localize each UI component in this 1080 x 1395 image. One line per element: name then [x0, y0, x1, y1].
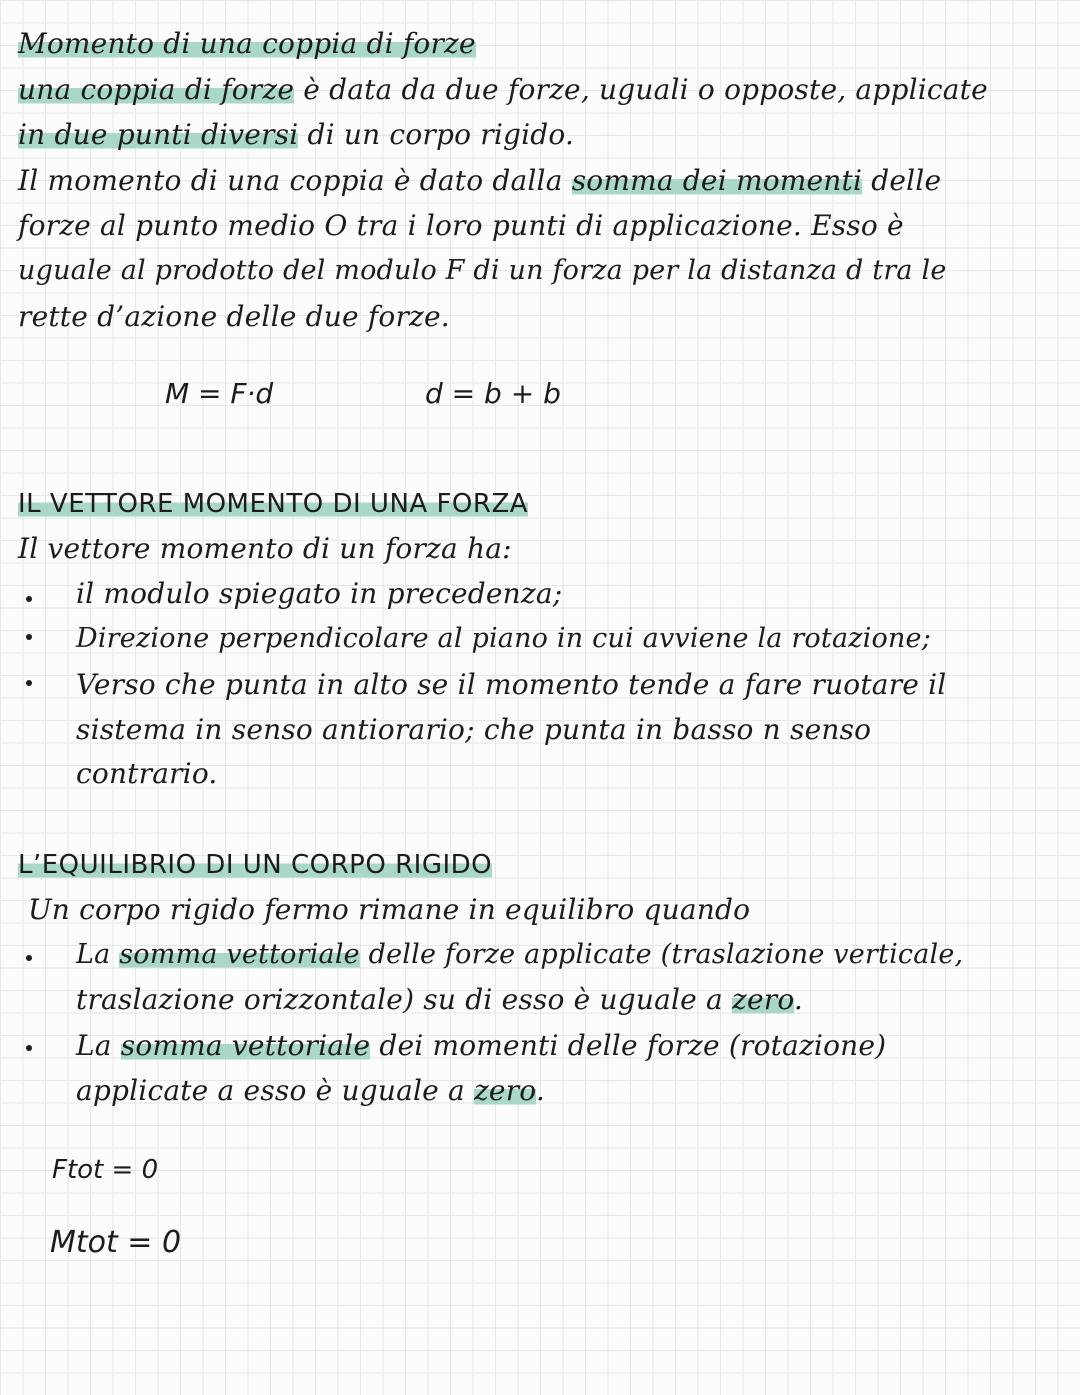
section3-intro: Un corpo rigido fermo rimane in equilibro quando [28, 893, 751, 926]
bullet-dot [26, 1045, 32, 1051]
section2-bullet1: il modulo spiegato in precedenza; [76, 577, 563, 610]
section1-line4: forze al punto medio O tra i loro punti di applicazione. Esso è [18, 209, 904, 242]
section1-title: Momento di una coppia di forze [18, 27, 476, 60]
section2-bullet3-line2: sistema in senso antiorario; che punta in basso n senso [76, 713, 872, 746]
section3-bullet2-line1: La somma vettoriale dei momenti delle forze (rotazione) [76, 1029, 887, 1062]
bullet-dot [26, 596, 32, 602]
section2-bullet3-line3: contrario. [76, 757, 218, 790]
formula-ftot: Ftot = 0 [52, 1155, 159, 1185]
bullet-dot [26, 634, 32, 640]
formula-mtot: Mtot = 0 [50, 1225, 182, 1260]
bullet-dot [26, 955, 32, 961]
section2-heading: IL VETTORE MOMENTO DI UNA FORZA [18, 489, 529, 519]
section2-bullet2: Direzione perpendicolare al piano in cui avviene la rotazione; [76, 623, 932, 654]
section3-bullet2-line2: applicate a esso è uguale a zero. [76, 1074, 545, 1107]
formula-distance: d = b + b [425, 377, 561, 410]
section3-bullet1-line1: La somma vettoriale delle forze applicate (traslazione verticale, [76, 939, 964, 970]
section1-line2: in due punti diversi di un corpo rigido. [18, 118, 575, 151]
formula-moment: M = F·d [165, 377, 274, 410]
section3-heading: L’EQUILIBRIO DI UN CORPO RIGIDO [18, 850, 493, 880]
section1-line6: rette d’azione delle due forze. [18, 300, 450, 333]
section1-line3: Il momento di una coppia è dato dalla somma dei momenti delle [18, 164, 942, 197]
section2-bullet3-line1: Verso che punta in alto se il momento tende a fare ruotare il [76, 668, 947, 701]
section2-intro: Il vettore momento di un forza ha: [18, 532, 512, 565]
section3-bullet1-line2: traslazione orizzontale) su di esso è uguale a zero. [76, 983, 804, 1016]
section1-line5: uguale al prodotto del modulo F di un forza per la distanza d tra le [18, 255, 947, 286]
bullet-dot [26, 680, 32, 686]
section1-line1: una coppia di forze è data da due forze, uguali o opposte, applicate [18, 73, 988, 106]
